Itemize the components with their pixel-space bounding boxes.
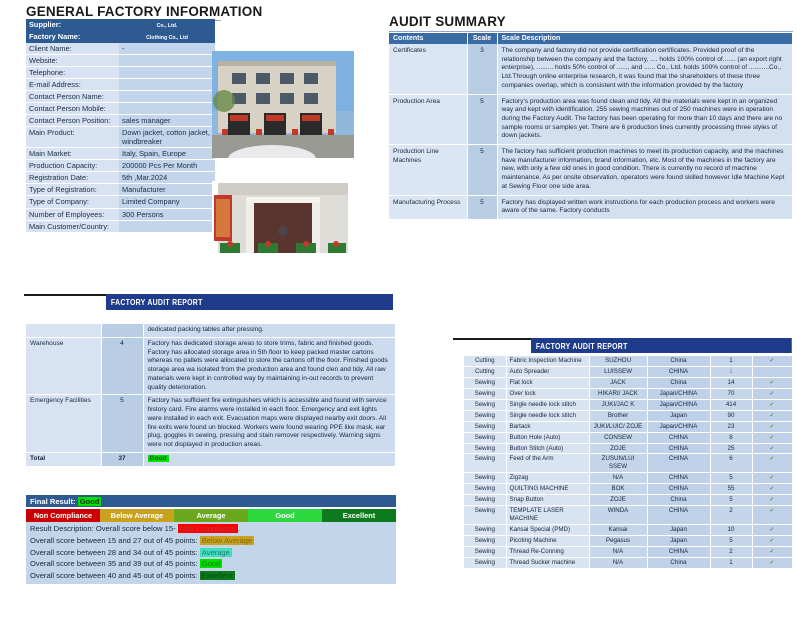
gfi-row xyxy=(26,196,215,208)
result-description-line xyxy=(30,535,396,547)
gfi-row-label: Contact Person Position: xyxy=(26,115,119,127)
rating-band-0: Non Compliance xyxy=(26,509,100,522)
machine-quantity: 414 xyxy=(710,399,752,410)
machine-brand: Pegasus xyxy=(589,535,647,546)
audit-summary-row xyxy=(389,44,793,94)
gfi-row-label: Client Name: xyxy=(26,43,119,55)
gfi-header-row xyxy=(26,19,215,31)
gfi-row-label: Number of Employees: xyxy=(26,208,119,220)
gfi-supplier-label: Supplier: xyxy=(26,19,119,31)
factory-audit-report-table xyxy=(26,324,396,467)
war-continued-text: dedicated packing tables after pressing. xyxy=(143,324,396,337)
gfi-row-value xyxy=(119,91,215,103)
machine-row xyxy=(464,454,792,473)
machine-quantity: 5 xyxy=(710,535,752,546)
result-description-line xyxy=(30,558,396,570)
machine-process: Sewing xyxy=(464,421,506,432)
machine-process: Sewing xyxy=(464,443,506,454)
machine-origin: CHINA xyxy=(647,484,710,495)
machine-brand: BOK xyxy=(589,484,647,495)
war-row-contents: Emergency Facilities xyxy=(26,395,101,453)
machine-row xyxy=(464,421,792,432)
machine-brand: ZUSUN/LUI SSEW xyxy=(589,454,647,473)
machine-process: Sewing xyxy=(464,546,506,557)
machine-list-table xyxy=(464,356,793,569)
machine-name: Thread Re-Conning xyxy=(506,546,589,557)
right-banner-label: FACTORY AUDIT REPORT xyxy=(531,338,792,353)
gfi-row-label: Telephone: xyxy=(26,67,119,79)
machine-process: Sewing xyxy=(464,377,506,388)
machine-name: Zigzag xyxy=(506,473,589,484)
machine-origin: CHINA xyxy=(647,366,710,377)
machine-row xyxy=(464,432,792,443)
machine-row xyxy=(464,443,792,454)
total-label: Total xyxy=(26,452,101,466)
machine-row xyxy=(464,557,792,568)
gfi-row-value xyxy=(119,79,215,91)
gfi-row-value: 200000 Pcs Per Month xyxy=(119,160,215,172)
machine-quantity: 25 xyxy=(710,443,752,454)
machine-name: Kansai Special (PMD) xyxy=(506,525,589,536)
machine-quantity: 1 xyxy=(710,366,752,377)
war-row-contents: Warehouse xyxy=(26,337,101,395)
machine-verified-check-icon: ✓ xyxy=(752,535,792,546)
machine-name: Button Stitch (Auto) xyxy=(506,443,589,454)
rating-band-3: Good xyxy=(248,509,322,522)
total-value: 37 xyxy=(101,452,143,466)
result-description-chip: Excellent xyxy=(201,571,233,581)
machine-origin: Japan xyxy=(647,535,710,546)
machine-origin: CHINA xyxy=(647,432,710,443)
general-factory-information-table xyxy=(26,19,215,233)
general-factory-information-title: GENERAL FACTORY INFORMATION xyxy=(26,4,263,19)
machine-name: Picoting Machine xyxy=(506,535,589,546)
gfi-row-value: Manufacturer xyxy=(119,184,215,196)
machine-name: TEMPLATE LASER MACHINE xyxy=(506,506,589,525)
result-description-chip: Non Compliance xyxy=(179,524,236,533)
machine-process: Cutting xyxy=(464,366,506,377)
machine-process: Sewing xyxy=(464,484,506,495)
machine-verified-check-icon: ✓ xyxy=(752,484,792,495)
left-banner-label: FACTORY AUDIT REPORT xyxy=(106,294,393,310)
machine-brand: Brother xyxy=(589,410,647,421)
machine-row xyxy=(464,399,792,410)
machine-origin: China xyxy=(647,557,710,568)
machine-verified-check-icon: ✓ xyxy=(752,410,792,421)
machine-name: Single needle lock stitch xyxy=(506,399,589,410)
gfi-row-label: Production Capacity: xyxy=(26,160,119,172)
gfi-row-value: Italy, Spain, Europe xyxy=(119,148,215,160)
machine-origin: Japan/CHINA xyxy=(647,421,710,432)
machine-quantity: 90 xyxy=(710,410,752,421)
gfi-factory-row xyxy=(26,31,215,43)
machine-process: Sewing xyxy=(464,557,506,568)
machine-process: Sewing xyxy=(464,535,506,546)
gfi-row-value: sales manager xyxy=(119,115,215,127)
machine-origin: Japan/CHINA xyxy=(647,399,710,410)
machine-verified-check-icon: ✓ xyxy=(752,377,792,388)
machine-quantity: 5 xyxy=(710,495,752,506)
gfi-row xyxy=(26,148,215,160)
war-blank-label xyxy=(26,324,101,337)
machine-quantity: 5 xyxy=(710,473,752,484)
machine-origin: CHINA xyxy=(647,506,710,525)
audit-report-row xyxy=(26,337,396,395)
audit-report-row xyxy=(26,395,396,453)
gfi-row xyxy=(26,115,215,127)
gfi-row-label: Main Market: xyxy=(26,148,119,160)
gfi-row-label: Main Product: xyxy=(26,127,119,148)
machine-verified-check-icon: ✓ xyxy=(752,454,792,473)
gfi-row xyxy=(26,91,215,103)
machine-origin: China xyxy=(647,356,710,366)
machine-brand: JACK xyxy=(589,377,647,388)
gfi-row-label: Main Customer/Country: xyxy=(26,220,119,232)
machine-process: Sewing xyxy=(464,506,506,525)
machine-name: Fabric Inspection Machine xyxy=(506,356,589,366)
machine-brand: Kansai xyxy=(589,525,647,536)
gfi-row xyxy=(26,103,215,115)
machine-brand: N/A xyxy=(589,473,647,484)
result-description-block xyxy=(26,522,396,584)
machine-row xyxy=(464,535,792,546)
machine-origin: China xyxy=(647,377,710,388)
machine-origin: CHINA xyxy=(647,546,710,557)
audit-row-description: The company and factory did not provide certification certificates. Provided proof of the relationship between the company and the factory, .... holds 100% control of....... (an export right enterprise), ......... holds 50% control of ......, and ...... Co., Ltd. holds 100% control of ...........Co., Ltd.Through online enterprise research, it was found that the shareholders of these three companies overlap, which is consistent with the information provided by the factory xyxy=(497,44,793,94)
machine-origin: Japan xyxy=(647,410,710,421)
result-description-chip: Below Average xyxy=(201,535,253,545)
audit-row-scale: 5 xyxy=(467,94,497,145)
machine-verified-check-icon: ✓ xyxy=(752,399,792,410)
machine-name: Feed of the Arm xyxy=(506,454,589,473)
result-description-chip: Average xyxy=(201,547,230,557)
audit-row-contents: Manufacturing Process xyxy=(389,195,467,219)
audit-row-contents: Certificates xyxy=(389,44,467,94)
machine-process: Sewing xyxy=(464,454,506,473)
machine-process: Sewing xyxy=(464,388,506,399)
machine-verified-check-icon: ✓ xyxy=(752,506,792,525)
audit-summary-row xyxy=(389,94,793,145)
machine-quantity: 6 xyxy=(710,454,752,473)
gfi-row-label: Website: xyxy=(26,55,119,67)
machine-quantity: 2 xyxy=(710,546,752,557)
war-row-description: Factory has dedicated storage areas to store trims, fabric and finished goods. Factory has allocated storage area in 5th floor to keep packed master cartons whereas no pallets were allocated to store the cartons off the floor. Finished goods storage area wa isolated from the production area and found clen and tidy. All raw materials were kept in controlled way by maintaining in-out records to prevent quality deterioration. xyxy=(143,337,396,395)
machine-process: Sewing xyxy=(464,399,506,410)
machine-row xyxy=(464,356,792,366)
machine-brand: N/A xyxy=(589,546,647,557)
audit-row-description: Factory's production area was found clean and tidy. All the materials were kept in an organized way and kept with identification. 255 sewing machines out of 250 machines were in operation during the Factory Audit. The factory has been operating for more than 10 days and there are no sample rooms or samples yet. There are 6 production lines currently processing three styles of down jackets. xyxy=(497,94,793,145)
audit-summary-row xyxy=(389,145,793,196)
gfi-row xyxy=(26,172,215,184)
machine-row xyxy=(464,484,792,495)
gfi-row xyxy=(26,79,215,91)
gfi-row-value xyxy=(119,103,215,115)
total-rating-cell xyxy=(143,452,396,466)
gfi-row-label: Type of Registration: xyxy=(26,184,119,196)
rating-band-1: Below Average xyxy=(100,509,174,522)
gfi-row xyxy=(26,208,215,220)
audit-summary-header-row xyxy=(389,33,793,44)
gfi-row-label: Type of Company: xyxy=(26,196,119,208)
machine-row xyxy=(464,546,792,557)
final-result-bar xyxy=(26,495,396,507)
machine-verified-check-icon: ✓ xyxy=(752,557,792,568)
war-blank-scale xyxy=(101,324,143,337)
audit-summary-row xyxy=(389,195,793,219)
machine-name: Over lock xyxy=(506,388,589,399)
machine-quantity: 55 xyxy=(710,484,752,495)
final-result-value: Good xyxy=(79,496,100,506)
gfi-row-value: Limited Company xyxy=(119,196,215,208)
machine-process: Sewing xyxy=(464,525,506,536)
audit-row-scale: 5 xyxy=(467,195,497,219)
audit-row-scale: 3 xyxy=(467,44,497,94)
rating-band-2: Average xyxy=(174,509,248,522)
war-row-scale: 5 xyxy=(101,395,143,453)
gfi-row-label: Contact Person Mobile: xyxy=(26,103,119,115)
left-banner xyxy=(106,294,396,310)
machine-brand: ZOJE xyxy=(589,443,647,454)
machine-brand: JUKI/LUIC/ ZOJE xyxy=(589,421,647,432)
machine-origin: China xyxy=(647,495,710,506)
machine-row xyxy=(464,495,792,506)
audit-row-description: The factory has sufficient production machines to meet its production capacity, and the machines have manufacturer information, brand information, etc. Most of the machines in the factory are new, with only a few old ones in good condition. There is currently no record of machine maintenance. As per onsite observation, operators were found skilled however Idle Machine Kept at Sewing Floor one side area. xyxy=(497,145,793,196)
result-description-chip: Good xyxy=(201,559,221,569)
machine-brand: SUZHOU xyxy=(589,356,647,366)
machine-origin: Japan xyxy=(647,525,710,536)
gfi-row-value: 300 Persons xyxy=(119,208,215,220)
gfi-row xyxy=(26,184,215,196)
machine-name: Auto Spreader xyxy=(506,366,589,377)
gfi-row xyxy=(26,220,215,232)
right-banner xyxy=(531,338,793,353)
gfi-row-value: Down jacket, cotton jacket, windbreaker xyxy=(119,127,215,148)
machine-verified-check-icon: ✓ xyxy=(752,421,792,432)
audit-col-contents: Contents xyxy=(389,33,467,44)
result-description-suffix: . xyxy=(237,524,240,533)
result-description-text: Overall score between 28 and 34 out of 45 points: xyxy=(30,547,198,557)
machine-quantity: 8 xyxy=(710,432,752,443)
machine-quantity: 14 xyxy=(710,377,752,388)
total-rating: Good xyxy=(149,454,167,462)
audit-summary-title: AUDIT SUMMARY xyxy=(389,14,506,29)
machine-quantity: 1 xyxy=(710,557,752,568)
machine-row xyxy=(464,377,792,388)
war-row-description: Factory has sufficient fire extinguishers which is accessible and found with service history card. Fire alarms were installed in each floor. Emergency and exit lights were installed in each exit. Evacuation maps were displayed nearby exit doors. All fire exits were found un blocked. Workers were found wearing PPE like mask, ear plug, goggles in sewing, pressing and stain remover respectively. Warning signs were not displayed in production areas. xyxy=(143,395,396,453)
machine-verified-check-icon: ✓ xyxy=(752,546,792,557)
audit-report-continued-row xyxy=(26,324,396,337)
gfi-row-label: Contact Person Name: xyxy=(26,91,119,103)
rating-scale-strip xyxy=(26,509,396,522)
machine-origin: CHINA xyxy=(647,443,710,454)
gfi-row xyxy=(26,55,215,67)
audit-row-contents: Production Area xyxy=(389,94,467,145)
machine-brand: LUISSEW xyxy=(589,366,647,377)
machine-quantity: 23 xyxy=(710,421,752,432)
audit-row-scale: 5 xyxy=(467,145,497,196)
machine-verified-check-icon: ✓ xyxy=(752,473,792,484)
left-banner-rule xyxy=(24,294,106,296)
machine-brand: WINDA xyxy=(589,506,647,525)
machine-verified-check-icon: ✓ xyxy=(752,388,792,399)
audit-row-contents: Production Line Machines xyxy=(389,145,467,196)
audit-row-description: Factory has displayed written work instructions for each production process and workers were aware of the same. Factory conducts xyxy=(497,195,793,219)
result-description-line xyxy=(30,523,396,535)
gfi-supplier-value: Co., Ltd. xyxy=(119,19,215,31)
machine-process: Sewing xyxy=(464,410,506,421)
machine-origin: CHINA xyxy=(647,454,710,473)
gfi-row-value: - xyxy=(119,43,215,55)
machine-verified-check-icon: ✓ xyxy=(752,525,792,536)
gfi-row-value: 5th ,Mar.2024 xyxy=(119,172,215,184)
gfi-row-value xyxy=(119,55,215,67)
machine-name: QUILTING MACHINE xyxy=(506,484,589,495)
machine-verified-check-icon: ✓ xyxy=(752,495,792,506)
machine-brand: CONSEW xyxy=(589,432,647,443)
machine-verified-check-icon: ✓ xyxy=(752,356,792,366)
gfi-row-value xyxy=(119,220,215,232)
machine-quantity: 10 xyxy=(710,525,752,536)
machine-verified-check-icon: ✓ xyxy=(752,443,792,454)
machine-brand: ZOJE xyxy=(589,495,647,506)
gfi-row xyxy=(26,127,215,148)
machine-name: Flat lock xyxy=(506,377,589,388)
factory-exterior-building-photo xyxy=(212,51,354,158)
machine-origin: CHINA xyxy=(647,473,710,484)
machine-name: Snap Button xyxy=(506,495,589,506)
gfi-factory-label: Factory Name: xyxy=(26,31,119,43)
machine-name: Thread Sucker machine xyxy=(506,557,589,568)
gfi-factory-value: Clothing Co., Ltd xyxy=(119,31,215,43)
machine-process: Sewing xyxy=(464,432,506,443)
gfi-row xyxy=(26,160,215,172)
factory-entrance-photo xyxy=(212,181,354,269)
machine-process: Sewing xyxy=(464,473,506,484)
gfi-row-label: Registration Date: xyxy=(26,172,119,184)
machine-name: Bartack xyxy=(506,421,589,432)
machine-origin: Japan/CHINA xyxy=(647,388,710,399)
machine-brand: HIKARI/ JACK xyxy=(589,388,647,399)
machine-brand: N/A xyxy=(589,557,647,568)
final-result-label: Final Result: xyxy=(30,496,76,506)
war-row-scale: 4 xyxy=(101,337,143,395)
audit-summary-title-rule xyxy=(389,31,793,32)
gfi-row xyxy=(26,43,215,55)
machine-name: Button Hole (Auto) xyxy=(506,432,589,443)
machine-quantity: 1 xyxy=(710,356,752,366)
machine-row xyxy=(464,506,792,525)
rating-band-4: Excellent xyxy=(322,509,396,522)
machine-process: Cutting xyxy=(464,356,506,366)
machine-brand: JUKI/JAC K xyxy=(589,399,647,410)
gfi-row xyxy=(26,67,215,79)
machine-row xyxy=(464,388,792,399)
result-description-text: Overall score between 15 and 27 out of 45 points: xyxy=(30,535,198,545)
machine-process: Sewing xyxy=(464,495,506,506)
result-description-text: Result Description: Overall score below 15- xyxy=(30,524,176,533)
result-description-text: Overall score between 35 and 39 out of 45 points: xyxy=(30,559,198,569)
machine-quantity: 70 xyxy=(710,388,752,399)
machine-verified-check-icon: ✓ xyxy=(752,432,792,443)
machine-name: Single needle lock stitch xyxy=(506,410,589,421)
machine-quantity: 2 xyxy=(710,506,752,525)
machine-row xyxy=(464,410,792,421)
result-description-text: Overall score between 40 and 45 out of 45 points: xyxy=(30,571,198,581)
audit-summary-table xyxy=(389,33,793,220)
machine-row xyxy=(464,366,792,377)
audit-col-scale: Scale xyxy=(467,33,497,44)
audit-col-description: Scale Description xyxy=(497,33,793,44)
audit-report-total-row xyxy=(26,452,396,466)
result-description-line xyxy=(30,547,396,559)
gfi-row-value xyxy=(119,67,215,79)
machine-row xyxy=(464,473,792,484)
gfi-row-label: E-mail Address: xyxy=(26,79,119,91)
result-description-line xyxy=(30,570,396,582)
machine-row xyxy=(464,525,792,536)
machine-verified-check-icon xyxy=(752,366,792,377)
right-banner-rule xyxy=(453,338,531,340)
